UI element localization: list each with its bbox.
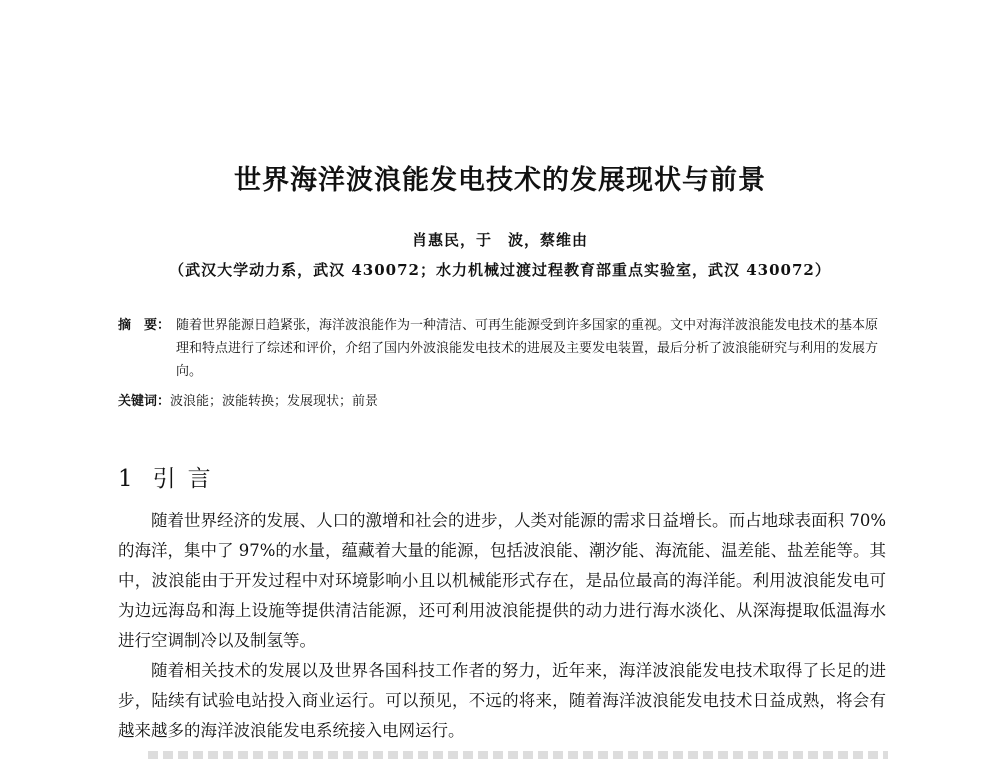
- cut-off-text-fragment: [148, 751, 888, 759]
- keywords-label: 关键词：: [118, 394, 171, 409]
- section-heading: [118, 460, 223, 493]
- abstract-text: 随着世界能源日趋紧张，海洋波浪能作为一种清洁、可再生能源受到许多国家的重视。文中对海洋波浪能发电技术的基本原理和特点进行了综述和评价，介绍了国内外波浪能发电技术的进展及主要发电装置，最后分析了波浪能研究与利用的发展方向。: [176, 318, 879, 379]
- section-title: 引言: [152, 466, 223, 492]
- section-number: 1: [118, 466, 135, 492]
- paper-affiliation: （武汉大学动力系，武汉 430072；水力机械过渡过程教育部重点实验室，武汉 430072）: [169, 261, 831, 279]
- abstract-block: [118, 314, 888, 383]
- paper-authors: 肖惠民，于 波，蔡维由: [411, 231, 588, 249]
- paragraph: 随着相关技术的发展以及世界各国科技工作者的努力，近年来，海洋波浪能发电技术取得了长足的进步，陆续有试验电站投入商业运行。可以预见，不远的将来，随着海洋波浪能发电技术日益成熟，将会有越来越多的海洋波浪能发电系统接入电网运行。: [118, 661, 886, 740]
- cut-off-next-line: [0, 745, 1000, 759]
- abstract-label: 摘 要：: [118, 318, 171, 333]
- keywords-block: [118, 390, 378, 413]
- body-text: [118, 506, 886, 746]
- paper-title: 世界海洋波浪能发电技术的发展现状与前景: [234, 165, 766, 196]
- keywords-text: 波浪能；波能转换；发展现状；前景: [170, 394, 379, 409]
- paragraph: 随着世界经济的发展、人口的激增和社会的进步，人类对能源的需求日益增长。而占地球表面积 70%的海洋，集中了 97%的水量，蕴藏着大量的能源，包括波浪能、潮汐能、海流能、温差能、盐差能等。其中，波浪能由于开发过程中对环境影响小且以机械能形式存在，是品位最高的海洋能。利用波浪能发电可为边远海岛和海上设施等提供清洁能源，还可利用波浪能提供的动力进行海水淡化、从深海提取低温海水进行空调制冷以及制氢等。: [118, 511, 886, 650]
